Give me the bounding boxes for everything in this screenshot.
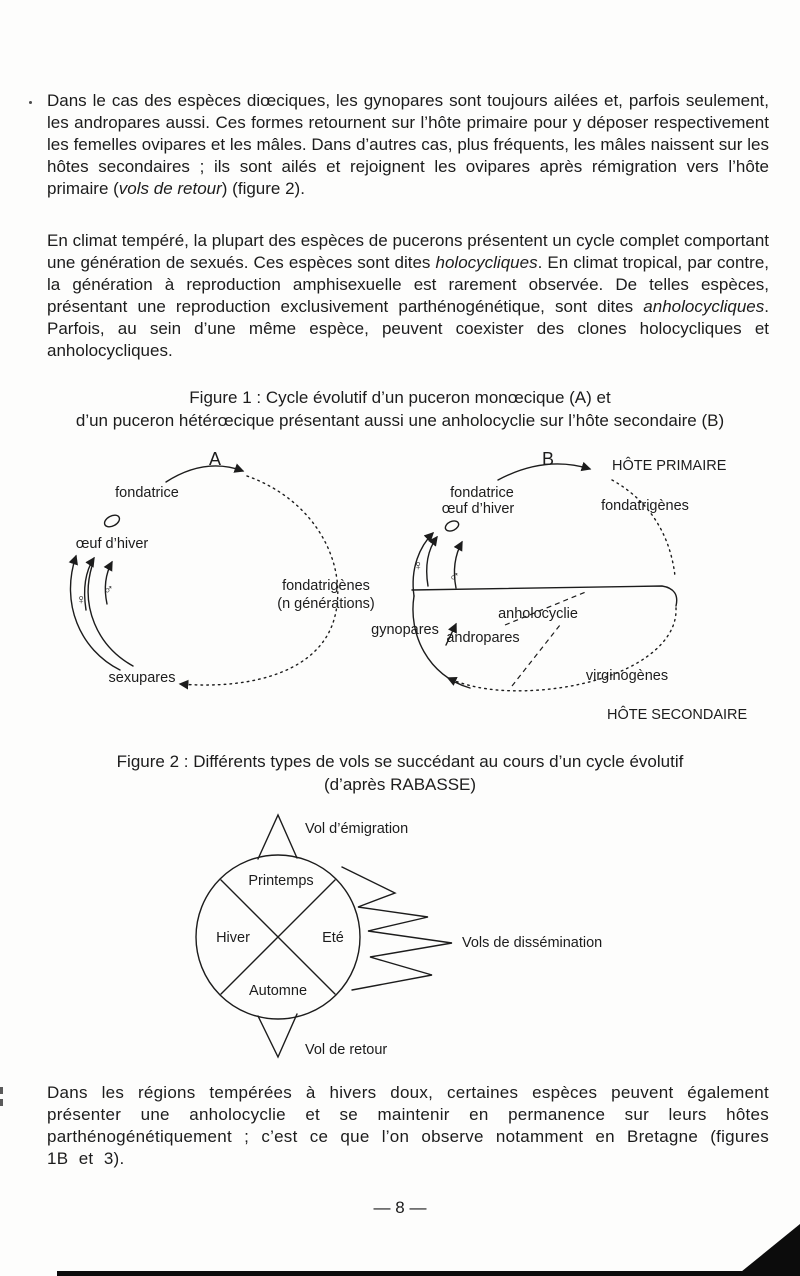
- cycle-b: [371, 449, 747, 723]
- dissemination-rays: [342, 867, 452, 990]
- scan-corner-fold: [736, 1224, 800, 1276]
- male-symbol-a: ♂: [103, 581, 114, 597]
- paragraph-3-text: Dans les régions tempérées à hivers doux, certaines espèces peuvent également présenter une anholocyclie et se maintenir en permanence sur leurs hôtes parthénogénétiquement ; c’est ce que l’on observe notamment en Bretagne (figures 1B et 3).: [47, 1083, 769, 1168]
- hiver-label: Hiver: [216, 930, 250, 946]
- paragraph-2: [47, 230, 769, 362]
- paragraph-2-italic-holocycliques: holocycliques: [435, 253, 538, 272]
- gynopares-label: gynopares: [371, 622, 439, 638]
- cycle-a-top-arrow: [166, 466, 243, 482]
- figure-1-caption-line1: Figure 1 : Cycle évolutif d’un puceron monœcique (A) et: [189, 388, 611, 407]
- winter-egg-b-icon: [444, 519, 460, 533]
- fondatrigenes-a-label: fondatrigènes: [282, 578, 370, 594]
- hote-primaire-label: HÔTE PRIMAIRE: [612, 458, 727, 474]
- fondatrigenes-a-sublabel: (n générations): [277, 596, 375, 612]
- scan-speck: [29, 101, 32, 104]
- scan-edge-mark-2: [0, 1099, 3, 1106]
- printemps-label: Printemps: [248, 873, 314, 889]
- female-arrow-b: [427, 537, 437, 586]
- anholocyclie-label: anholocyclie: [498, 606, 578, 622]
- female-symbol-a: ♀: [76, 591, 87, 607]
- cycle-a: [70, 449, 374, 686]
- figure-1-caption: [0, 387, 800, 432]
- paragraph-1: [47, 90, 769, 200]
- figure-1-caption-line2: d’un puceron hétérœcique présentant aussi une anholocyclie sur l’hôte secondaire (B): [75, 410, 725, 430]
- vol-emigration-label: Vol d’émigration: [305, 821, 409, 837]
- figure-2-caption: [0, 751, 800, 796]
- paragraph-2-seg2: . En climat tropical, par contre, la génération à reproduction amphisexuelle est rarement observée. De telles espèces, présentant une reproduction exclusivement parthénogénétique, sont dites: [47, 253, 769, 316]
- retour-spike: [258, 1014, 297, 1057]
- paragraph-3: [47, 1082, 769, 1170]
- ete-label: Eté: [322, 930, 344, 946]
- virginogenes-label: virginogènes: [585, 668, 669, 684]
- automne-label: Automne: [248, 983, 308, 999]
- oeuf-hiver-a-label: œuf d’hiver: [75, 536, 149, 552]
- cycle-b-label: B: [542, 449, 555, 469]
- cycle-a-left-arc-outer: [70, 556, 120, 670]
- figure-2-caption-line2: (d’après RABASSE): [323, 774, 477, 794]
- page-number: — 8 —: [373, 1198, 427, 1217]
- fondatrice-b-label: fondatrice: [450, 485, 514, 501]
- andropares-label: andropares: [446, 630, 520, 646]
- female-symbol-b: ♀: [413, 557, 424, 573]
- paragraph-2-italic-anholocycliques: anholocycliques: [643, 297, 765, 316]
- figure-2-caption-line1: Figure 2 : Différents types de vols se succédant au cours d’un cycle évolutif: [116, 752, 684, 771]
- seasons-wheel: [196, 855, 360, 1019]
- figure-2-diagram: [0, 805, 800, 1070]
- paragraph-2-seg3: . Parfois, au sein d’une même espèce, peuvent coexister des clones holocycliques et anholocycliques.: [47, 297, 769, 360]
- fondatrigenes-b-label: fondatrigènes: [601, 498, 689, 514]
- cycle-a-label: A: [209, 449, 222, 469]
- host-divider-line: [412, 586, 677, 606]
- oeuf-hiver-b-label: œuf d’hiver: [441, 501, 515, 517]
- emigration-spike: [258, 815, 297, 859]
- vol-retour-label: Vol de retour: [305, 1042, 388, 1058]
- vols-dissemination-label: Vols de dissémination: [462, 935, 603, 951]
- paragraph-1-tail: ) (figure 2).: [221, 179, 305, 198]
- paragraph-1-text: Dans le cas des espèces diœciques, les gynopares sont toujours ailées et, parfois seulement, les andropares aussi. Ces formes retournent sur l’hôte primaire pour y déposer respectivement les femelles ovipares et les mâles. Dans d’autres cas, plus fréquents, les mâles naissent sur les hôtes secondaires ; ils sont ailés et rejoignent les ovipares après rémigration vers l’hôte primaire (: [47, 91, 769, 198]
- male-symbol-b: ♂: [449, 568, 460, 584]
- fondatrice-a-label: fondatrice: [115, 485, 179, 501]
- sexupares-label: sexupares: [108, 670, 176, 686]
- scan-bottom-edge: [57, 1271, 745, 1276]
- paragraph-1-italic-term: vols de retour: [118, 179, 222, 198]
- figure-1-diagram: [0, 438, 800, 738]
- paragraph-2-seg1: En climat tempéré, la plupart des espèces de pucerons présentent un cycle complet comportant une génération de sexués. Ces espèces sont dites: [47, 231, 769, 272]
- scan-edge-mark-1: [0, 1087, 3, 1094]
- winter-egg-a-icon: [103, 513, 122, 529]
- cycle-b-dotted-right-upper: [612, 480, 675, 576]
- hote-secondaire-label: HÔTE SECONDAIRE: [607, 707, 748, 723]
